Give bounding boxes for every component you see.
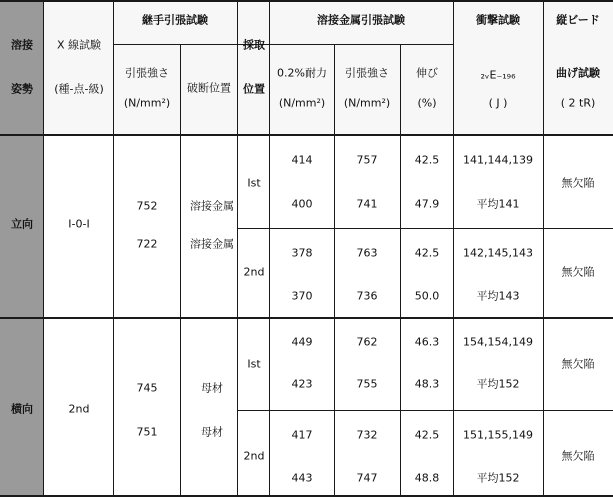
tensile-strength-value: 741 <box>356 197 378 211</box>
header-impact-unit: ( J ) <box>488 96 508 110</box>
vrule-4 <box>237 0 238 497</box>
rule-header-bottom <box>0 134 613 136</box>
header-weld-position-1: 溶接 <box>11 38 33 52</box>
vrule-3 <box>180 45 181 497</box>
sampling-location: Ist <box>247 176 261 190</box>
joint-strength-value: 751 <box>136 425 158 439</box>
header-joint-strength: 引張強さ <box>125 66 169 80</box>
position-column-shading <box>0 0 43 497</box>
header-impact-symbol: ₂ᵥE₋₁₉₆ <box>480 68 516 82</box>
fracture-position-value: 母材 <box>201 425 223 439</box>
elongation-value: 42.5 <box>414 153 440 167</box>
impact-average: 平均141 <box>476 197 520 211</box>
impact-values: 151,155,149 <box>463 428 533 442</box>
header-proof-stress: 0.2%耐力 <box>277 66 327 80</box>
rule-group-divider <box>0 317 613 319</box>
sampling-location: 2nd <box>243 449 265 463</box>
bend-result: 無欠陥 <box>561 449 595 463</box>
tensile-strength-value: 763 <box>356 246 378 260</box>
impact-values: 154,154,149 <box>463 335 533 349</box>
header-bend-unit: ( 2 tR) <box>560 96 596 110</box>
vrule-6 <box>334 45 335 497</box>
rule-sample-1 <box>237 228 613 229</box>
group-position: 立向 <box>11 217 33 231</box>
joint-strength-value: 722 <box>136 237 158 251</box>
impact-average: 平均152 <box>476 377 520 391</box>
fracture-position-value: 溶接金属 <box>190 199 234 213</box>
header-weld-position-2: 姿勢 <box>11 82 33 96</box>
elongation-value: 48.3 <box>414 377 440 391</box>
tensile-strength-value: 755 <box>356 377 378 391</box>
rule-top <box>0 0 613 2</box>
proof-stress-value: 443 <box>291 471 313 485</box>
joint-strength-value: 745 <box>136 381 158 395</box>
sampling-location: 2nd <box>243 265 265 279</box>
elongation-value: 47.9 <box>414 197 440 211</box>
elongation-value: 42.5 <box>414 428 440 442</box>
header-impact: 衝撃試験 <box>476 13 520 27</box>
header-weld-metal-tension: 溶接金属引張試験 <box>317 13 405 27</box>
header-joint-tension: 継手引張試験 <box>142 13 208 27</box>
header-bead: 縦ビード <box>556 13 600 27</box>
elongation-value: 46.3 <box>414 335 440 349</box>
impact-average: 平均152 <box>476 471 520 485</box>
vrule-9 <box>543 0 544 497</box>
vrule-5 <box>269 0 270 497</box>
rule-weld-sub <box>269 44 453 45</box>
header-proof-stress-unit: (N/mm²) <box>278 96 326 110</box>
proof-stress-value: 417 <box>291 428 313 442</box>
fracture-position-value: 母材 <box>201 381 223 395</box>
header-sampling-1: 採取 <box>243 38 265 52</box>
vrule-8 <box>453 0 454 497</box>
bend-result: 無欠陥 <box>561 265 595 279</box>
proof-stress-value: 414 <box>291 153 313 167</box>
fracture-position-value: 溶接金属 <box>190 237 234 251</box>
tensile-strength-value: 747 <box>356 471 378 485</box>
tensile-strength-value: 757 <box>356 153 378 167</box>
proof-stress-value: 378 <box>291 246 313 260</box>
header-fracture-position: 破断位置 <box>187 81 231 95</box>
header-weld-strength: 引張強さ <box>345 66 389 80</box>
bend-result: 無欠陥 <box>561 176 595 190</box>
tensile-strength-value: 736 <box>356 289 378 303</box>
rule-sample-2 <box>237 410 613 411</box>
elongation-value: 48.8 <box>414 471 440 485</box>
impact-average: 平均143 <box>476 289 520 303</box>
header-elongation-unit: (%) <box>417 96 437 110</box>
sampling-location: Ist <box>247 357 261 371</box>
elongation-value: 42.5 <box>414 246 440 260</box>
impact-values: 141,144,139 <box>463 153 533 167</box>
header-xray-unit: (種-点-級) <box>54 82 104 96</box>
group-xray: 2nd <box>68 402 90 416</box>
proof-stress-value: 370 <box>291 289 313 303</box>
group-position: 横向 <box>11 402 33 416</box>
joint-strength-value: 752 <box>136 199 158 213</box>
header-xray: X 線試験 <box>56 38 102 52</box>
vrule-2 <box>113 0 114 497</box>
proof-stress-value: 423 <box>291 377 313 391</box>
header-weld-strength-unit: (N/mm²) <box>343 96 391 110</box>
proof-stress-value: 449 <box>291 335 313 349</box>
vrule-1 <box>43 0 44 497</box>
tensile-strength-value: 732 <box>356 428 378 442</box>
elongation-value: 50.0 <box>414 289 440 303</box>
vrule-7 <box>400 45 401 497</box>
header-bend: 曲げ試験 <box>556 66 600 80</box>
impact-values: 142,145,143 <box>463 246 533 260</box>
group-xray: I-0-I <box>68 217 90 231</box>
bend-result: 無欠陥 <box>561 357 595 371</box>
header-elongation: 伸び <box>416 66 438 80</box>
header-joint-strength-unit: (N/mm²) <box>123 96 171 110</box>
proof-stress-value: 400 <box>291 197 313 211</box>
tensile-strength-value: 762 <box>356 335 378 349</box>
header-sampling-2: 位置 <box>243 82 265 96</box>
